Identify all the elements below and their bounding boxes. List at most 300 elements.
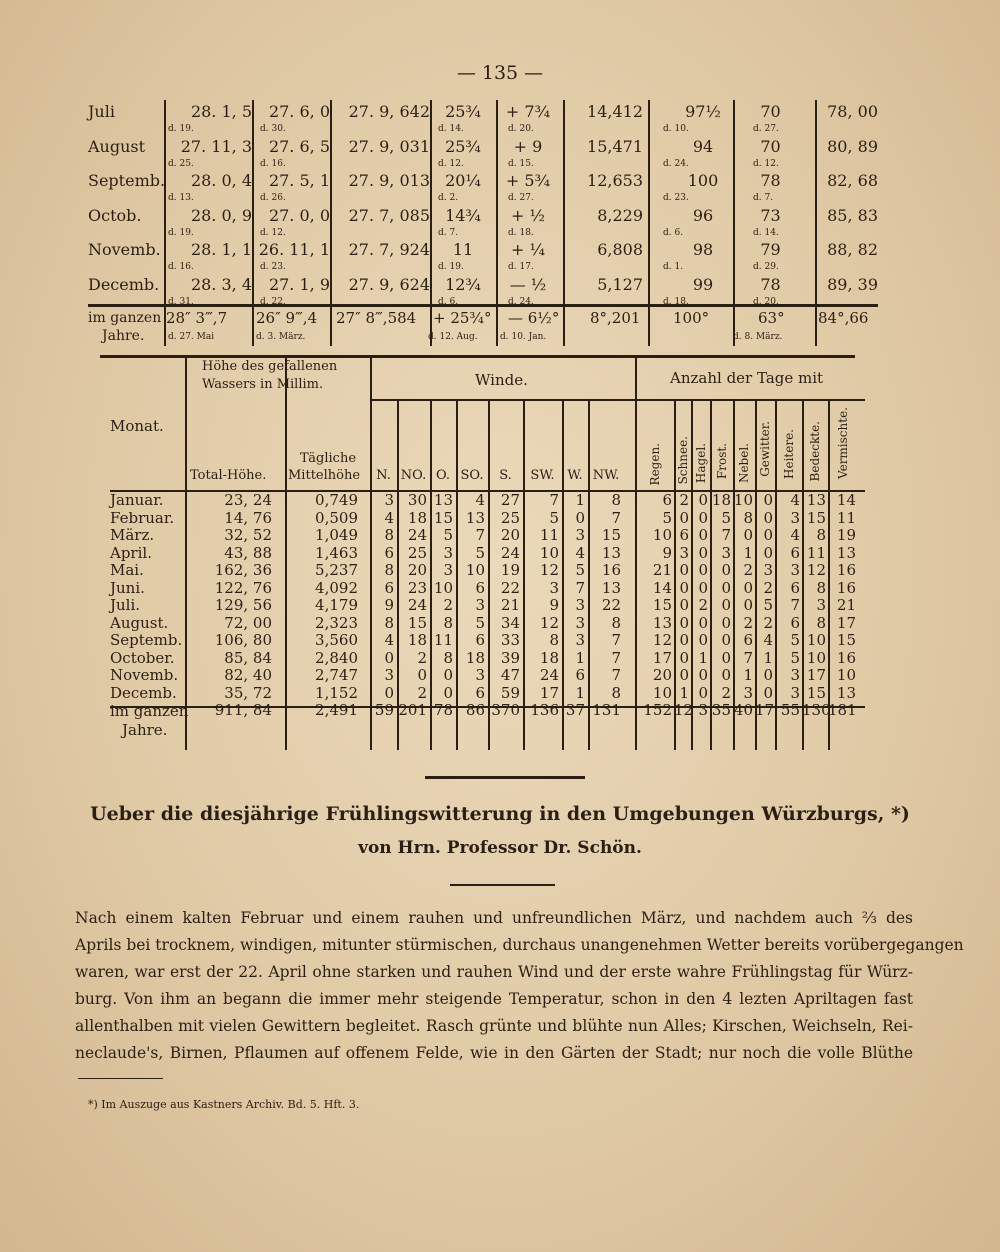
cell-wind: 25 — [500, 508, 520, 527]
month-label: Juni. — [110, 578, 145, 597]
cell-day: 3 — [816, 596, 826, 614]
cell-sub_tmax: d. 7. — [438, 227, 459, 238]
cell-day: 3 — [698, 701, 708, 719]
article-title: Ueber die diesjährige Frühlingswitterung in den Umgebungen Würzburgs, *) — [90, 803, 910, 825]
cell-t_mean: 12,653 — [587, 171, 643, 190]
cell-day: 17 — [652, 648, 672, 667]
cell-day: 0 — [743, 596, 753, 614]
cell-day: 0 — [721, 596, 731, 614]
cell-wind: 3 — [443, 561, 453, 579]
cell-sub_tmin: d. 20. — [508, 124, 534, 134]
cell-p_max: 28. 0, 4 — [190, 171, 252, 190]
cell-p_max: 28. 1, 5 — [190, 102, 252, 121]
cell-day: 0 — [763, 683, 773, 702]
cell-wind: 6 — [384, 578, 394, 597]
cell-day: 0 — [698, 578, 708, 597]
cell-sub_hmin: d. 14. — [753, 227, 779, 238]
total-t_mean: 8°,201 — [590, 309, 641, 327]
header-wind-2: O. — [435, 468, 451, 483]
cell-day: 0 — [763, 508, 773, 527]
cell-wind: 3 — [575, 526, 585, 544]
cell-sub_pmax: d. 19. — [168, 124, 194, 134]
cell-day: 14 — [652, 578, 672, 597]
cell-wind: 8 — [384, 526, 394, 544]
cell-total: 85, 84 — [224, 648, 272, 667]
cell-t_mean: 5,127 — [597, 274, 643, 294]
cell-day: 0 — [698, 561, 708, 579]
cell-day: 3 — [790, 508, 800, 527]
cell-t_max: 20¼ — [445, 171, 481, 190]
cell-sub_tmax: d. 12. — [438, 158, 464, 169]
month-label: October. — [110, 648, 175, 667]
cell-day: 17 — [836, 613, 856, 632]
cell-day: 2 — [763, 578, 773, 597]
cell-sub_pmax: d. 31. — [168, 296, 194, 307]
cell-day: 5 — [662, 508, 672, 527]
cell-day: 2 — [679, 491, 689, 509]
cell-wind: 5 — [575, 561, 585, 579]
cell-day: 8 — [816, 578, 826, 597]
cell-day: 16 — [836, 648, 856, 667]
total-t_max: + 25¾° — [433, 309, 492, 327]
cell-day: 1 — [743, 543, 753, 562]
cell-daily: 1,049 — [315, 526, 358, 544]
separator-rule — [425, 776, 585, 779]
article-author: von Hrn. Professor Dr. Schön. — [358, 838, 642, 858]
cell-p_mean: 27. 9, 013 — [348, 171, 430, 190]
cell-day: 0 — [721, 561, 731, 579]
table-row — [88, 204, 878, 240]
cell-daily: 2,323 — [315, 613, 358, 632]
cell-month: Novemb. — [88, 240, 161, 259]
month-label: Juli. — [110, 596, 141, 614]
cell-day: 0 — [721, 631, 731, 649]
total-rule — [88, 304, 878, 307]
cell-day: 0 — [679, 578, 689, 597]
cell-daily: 5,237 — [315, 561, 358, 579]
cell-wind: 86 — [465, 701, 485, 719]
cell-hum_min: 78 — [760, 274, 781, 294]
cell-p_min: 27. 1, 9 — [268, 274, 330, 294]
cell-day: 6 — [679, 526, 689, 544]
cell-total: 72, 00 — [224, 613, 272, 632]
cell-t_min: + ½ — [511, 205, 545, 225]
header-wind-0: N. — [376, 468, 391, 483]
cell-day: 5 — [763, 596, 773, 614]
cell-wind: 8 — [443, 613, 453, 632]
cell-hum_min: 79 — [760, 240, 781, 259]
cell-wind: 136 — [530, 701, 559, 719]
cell-wind: 8 — [443, 648, 453, 667]
cell-day: 3 — [763, 561, 773, 579]
cell-total: 14, 76 — [224, 508, 272, 527]
cell-wind: 27 — [500, 491, 520, 509]
cell-day: 15 — [806, 508, 826, 527]
header-winds: Winde. — [475, 371, 528, 389]
cell-t_max: 25¾ — [445, 102, 481, 121]
cell-wind: 6 — [475, 683, 485, 702]
cell-wind: 21 — [500, 596, 520, 614]
cell-t_min: + 7¾ — [505, 102, 551, 121]
cell-hum_min: 78 — [760, 171, 781, 190]
cell-wind: 34 — [500, 613, 520, 632]
cell-day: 5 — [790, 648, 800, 667]
cell-wind: 17 — [539, 683, 559, 702]
cell-sub_tmin: d. 18. — [508, 227, 534, 238]
cell-day: 0 — [698, 491, 708, 509]
cell-hum_min: 70 — [760, 102, 781, 121]
cell-wind: 2 — [417, 683, 427, 702]
cell-hum_mean: 85, 83 — [827, 205, 878, 225]
body-line: burg. Von ihm an begann die immer mehr steigende Temperatur, schon in den 4 lezten Apriltagen fast — [75, 990, 913, 1008]
month-label: März. — [110, 526, 155, 544]
cell-daily: 0,749 — [315, 491, 358, 509]
cell-t_min: + 9 — [513, 136, 543, 156]
cell-wind: 9 — [549, 596, 559, 614]
header-wind-5: SW. — [530, 468, 555, 483]
month-label: August. — [110, 613, 169, 632]
header-wind-6: W. — [567, 468, 583, 483]
cell-day: 14 — [836, 491, 856, 509]
cell-month: Decemb. — [88, 274, 160, 294]
cell-sub_pmin: d. 16. — [260, 158, 286, 169]
cell-month: Septemb. — [88, 171, 166, 190]
cell-wind: 2 — [417, 648, 427, 667]
cell-sub_hmin: d. 29. — [753, 262, 779, 272]
cell-day: 10 — [652, 683, 672, 702]
body-line: neclaude's, Birnen, Pflaumen auf offenem Felde, wie in den Gärten der Stadt; nur noch die volle Blüthe — [75, 1044, 913, 1062]
cell-day: 0 — [679, 508, 689, 527]
column-rule — [563, 100, 565, 346]
cell-daily: 1,152 — [315, 683, 358, 702]
cell-sub_hmax: d. 1. — [663, 262, 684, 272]
cell-p_min: 27. 6, 0 — [268, 102, 330, 121]
cell-sub_tmax: d. 14. — [438, 124, 464, 134]
cell-day: 0 — [679, 648, 689, 667]
cell-day: 17 — [755, 701, 775, 719]
cell-day: 4 — [763, 631, 773, 649]
total-label-2: Jahre. — [122, 721, 168, 739]
cell-day: 1 — [763, 648, 773, 667]
header-daily-2: Mittelhöhe — [288, 468, 361, 483]
cell-day: 3 — [679, 543, 689, 562]
cell-p_min: 26. 11, 1 — [258, 240, 330, 259]
header-daily-1: Tägliche — [300, 451, 357, 466]
cell-wind: 4 — [384, 631, 394, 649]
cell-wind: 4 — [575, 543, 585, 562]
cell-daily: 2,840 — [315, 648, 358, 667]
cell-hum_mean: 78, 00 — [827, 102, 878, 121]
cell-wind: 24 — [500, 543, 520, 562]
cell-hum_max: 97½ — [685, 102, 721, 121]
title-rule — [450, 884, 555, 886]
cell-day: 8 — [816, 613, 826, 632]
cell-p_mean: 27. 9, 624 — [348, 274, 430, 294]
cell-day: 5 — [790, 631, 800, 649]
body-line: Aprils bei trocknem, windigen, mitunter stürmischen, durchaus unangenehmen Wetter bereits vorübergegangen — [75, 936, 964, 954]
cell-day: 16 — [836, 578, 856, 597]
cell-day: 4 — [790, 526, 800, 544]
cell-day: 2 — [763, 613, 773, 632]
body-line: waren, war erst der 22. April ohne starken und rauhen Wind und der erste wahre Frühlingstag für Würz- — [75, 963, 913, 981]
cell-wind: 5 — [549, 508, 559, 527]
cell-day: 55 — [780, 701, 800, 719]
table-total-row — [88, 308, 878, 348]
bottom-table — [110, 355, 865, 750]
cell-day: 0 — [743, 526, 753, 544]
cell-wind: 3 — [575, 631, 585, 649]
cell-wind: 30 — [407, 491, 427, 509]
cell-total: 911, 84 — [214, 701, 272, 719]
table-row — [88, 169, 878, 205]
cell-day: 7 — [790, 596, 800, 614]
cell-month: Octob. — [88, 205, 142, 225]
cell-wind: 18 — [407, 508, 427, 527]
cell-wind: 7 — [611, 631, 621, 649]
cell-day: 16 — [836, 561, 856, 579]
total-hum_min: 63° — [758, 309, 785, 327]
cell-day: 15 — [836, 631, 856, 649]
cell-day: 3 — [790, 561, 800, 579]
cell-wind: 78 — [433, 701, 453, 719]
cell-day: 0 — [721, 578, 731, 597]
cell-wind: 39 — [500, 648, 520, 667]
cell-day: 1 — [698, 648, 708, 667]
cell-day: 20 — [652, 666, 672, 684]
cell-day: 10 — [806, 631, 826, 649]
cell-day: 0 — [698, 613, 708, 632]
cell-sub_pmax: d. 25. — [168, 158, 194, 169]
cell-day: 0 — [698, 526, 708, 544]
cell-wind: 15 — [407, 613, 427, 632]
cell-sub_tmin: d. 27. — [508, 193, 534, 203]
cell-wind: 3 — [475, 596, 485, 614]
total-label-2: Jahre. — [102, 328, 145, 344]
month-label: Novemb. — [110, 666, 179, 684]
cell-sub_pmax: d. 16. — [168, 262, 194, 272]
cell-wind: 10 — [465, 561, 485, 579]
cell-day: 0 — [698, 543, 708, 562]
cell-wind: 0 — [443, 683, 453, 702]
cell-sub_tmin: d. 17. — [508, 262, 534, 272]
cell-wind: 18 — [539, 648, 559, 667]
cell-wind: 25 — [407, 543, 427, 562]
cell-sub_pmax: d. 13. — [168, 193, 194, 203]
cell-sub_tmax: d. 19. — [438, 262, 464, 272]
cell-day: 10 — [836, 666, 856, 684]
cell-p_mean: 27. 7, 924 — [348, 240, 430, 259]
cell-p_max: 28. 0, 9 — [190, 205, 252, 225]
cell-total: 23, 24 — [224, 491, 272, 509]
cell-day: 3 — [790, 683, 800, 702]
cell-wind: 8 — [549, 631, 559, 649]
cell-wind: 1 — [575, 683, 585, 702]
cell-day: 0 — [679, 613, 689, 632]
cell-day: 12 — [806, 561, 826, 579]
cell-total: 82, 40 — [224, 666, 272, 684]
cell-p_max: 27. 11, 3 — [180, 136, 252, 156]
column-rule — [252, 100, 254, 346]
cell-day: 18 — [711, 491, 731, 509]
cell-wind: 13 — [433, 491, 453, 509]
cell-hum_min: 70 — [760, 136, 781, 156]
cell-wind: 12 — [539, 613, 559, 632]
month-label: Februar. — [110, 508, 175, 527]
table-row — [88, 100, 878, 136]
cell-sub_hmin: d. 12. — [753, 158, 779, 169]
cell-sub_hmax: d. 6. — [663, 227, 684, 238]
cell-wind: 24 — [407, 526, 427, 544]
cell-wind: 5 — [475, 613, 485, 632]
cell-t_max: 11 — [452, 240, 474, 259]
cell-daily: 4,092 — [315, 578, 358, 597]
column-rule — [185, 355, 187, 750]
header-wind-3: SO. — [460, 468, 484, 483]
cell-day: 0 — [721, 613, 731, 632]
cell-day: 1 — [679, 683, 689, 702]
cell-day: 7 — [743, 648, 753, 667]
total-p_min: 26″ 9‴,4 — [256, 309, 318, 327]
cell-p_min: 27. 0, 0 — [268, 205, 330, 225]
cell-hum_max: 94 — [692, 136, 714, 156]
cell-wind: 8 — [611, 683, 621, 702]
header-day-2: Hagel. — [693, 443, 708, 484]
cell-t_min: — ½ — [509, 274, 547, 294]
footnote-rule — [78, 1078, 163, 1079]
cell-day: 0 — [763, 543, 773, 562]
cell-day: 0 — [763, 666, 773, 684]
cell-wind: 23 — [407, 578, 427, 597]
month-label: April. — [110, 543, 152, 562]
month-label: Decemb. — [110, 683, 177, 702]
cell-p_min: 27. 5, 1 — [268, 171, 330, 190]
total-sub_tmin: d. 10. Jan. — [500, 332, 547, 342]
cell-wind: 7 — [611, 666, 621, 684]
cell-day: 6 — [790, 578, 800, 597]
cell-day: 8 — [816, 526, 826, 544]
cell-total: 162, 36 — [214, 561, 272, 579]
cell-sub_tmin: d. 24. — [508, 296, 534, 307]
cell-wind: 33 — [500, 631, 520, 649]
cell-wind: 201 — [398, 701, 427, 719]
cell-day: 13 — [806, 491, 826, 509]
body-line: allenthalben mit vielen Gewittern begleitet. Rasch grünte und blühte nun Alles; Kirschen, Weichseln, Rei- — [75, 1017, 913, 1035]
cell-wind: 7 — [475, 526, 485, 544]
cell-day: 0 — [679, 561, 689, 579]
cell-wind: 10 — [539, 543, 559, 562]
cell-sub_hmin: d. 27. — [753, 124, 779, 134]
cell-day: 2 — [743, 561, 753, 579]
total-p_max: 28″ 3‴,7 — [166, 309, 228, 327]
cell-wind: 3 — [575, 613, 585, 632]
cell-day: 0 — [698, 666, 708, 684]
cell-wind: 3 — [384, 666, 394, 684]
cell-t_max: 12¾ — [445, 274, 481, 294]
winds-header-rule — [370, 399, 865, 401]
cell-wind: 1 — [575, 491, 585, 509]
cell-wind: 2 — [443, 596, 453, 614]
table-row — [88, 238, 878, 274]
cell-wind: 24 — [407, 596, 427, 614]
cell-day: 0 — [698, 508, 708, 527]
cell-wind: 11 — [539, 526, 559, 544]
cell-wind: 0 — [384, 648, 394, 667]
cell-sub_pmin: d. 23. — [260, 262, 286, 272]
cell-wind: 22 — [601, 596, 621, 614]
cell-day: 12 — [652, 631, 672, 649]
cell-wind: 6 — [475, 578, 485, 597]
cell-day: 2 — [743, 613, 753, 632]
column-rule — [164, 100, 166, 346]
header-wind-7: NW. — [592, 468, 620, 483]
article-body — [75, 905, 964, 1067]
header-day-4: Nebel. — [737, 443, 751, 484]
cell-sub_hmax: d. 24. — [663, 158, 689, 169]
cell-wind: 13 — [465, 508, 485, 527]
cell-sub_tmin: d. 15. — [508, 158, 534, 169]
cell-day: 13 — [652, 613, 672, 632]
cell-wind: 6 — [384, 543, 394, 562]
cell-sub_hmin: d. 7. — [753, 193, 774, 203]
cell-wind: 20 — [500, 526, 520, 544]
cell-day: 13 — [836, 683, 856, 702]
cell-wind: 37 — [565, 701, 585, 719]
cell-month: Juli — [88, 102, 115, 121]
cell-total: 106, 80 — [214, 631, 272, 649]
cell-day: 6 — [743, 631, 753, 649]
cell-wind: 7 — [611, 508, 621, 527]
cell-wind: 8 — [384, 613, 394, 632]
cell-t_min: + 5¾ — [505, 171, 551, 190]
cell-wind: 4 — [475, 491, 485, 509]
total-label-1: im ganzen — [110, 702, 189, 720]
cell-total: 43, 88 — [224, 543, 272, 562]
header-day-7: Bedeckte. — [808, 421, 822, 482]
cell-wind: 8 — [611, 613, 621, 632]
cell-day: 15 — [806, 683, 826, 702]
cell-wind: 6 — [575, 666, 585, 684]
cell-day: 0 — [743, 578, 753, 597]
cell-hum_min: 73 — [760, 205, 781, 225]
cell-sub_tmax: d. 6. — [438, 296, 459, 307]
cell-wind: 18 — [407, 631, 427, 649]
header-day-0: Regen. — [647, 443, 662, 486]
cell-t_mean: 8,229 — [597, 205, 643, 225]
header-wind-4: S. — [499, 468, 512, 483]
cell-wind: 0 — [384, 683, 394, 702]
cell-day: 0 — [763, 491, 773, 509]
cell-daily: 3,560 — [315, 631, 358, 649]
column-rule — [285, 355, 287, 750]
cell-wind: 0 — [575, 508, 585, 527]
cell-wind: 24 — [539, 666, 559, 684]
cell-wind: 47 — [500, 666, 520, 684]
header-day-3: Frost. — [714, 443, 729, 480]
cell-wind: 8 — [384, 561, 394, 579]
cell-day: 130 — [802, 701, 831, 719]
total-hum_max: 100° — [673, 309, 710, 327]
cell-day: 152 — [643, 701, 672, 719]
body-line: Nach einem kalten Februar und einem rauhen und unfreundlichen März, und nachdem auch ⅔ des — [75, 909, 913, 927]
cell-wind: 3 — [475, 666, 485, 684]
cell-wind: 10 — [433, 578, 453, 597]
column-rule — [430, 100, 432, 346]
cell-wind: 5 — [443, 526, 453, 544]
cell-day: 3 — [790, 666, 800, 684]
cell-day: 9 — [662, 543, 672, 562]
cell-p_mean: 27. 9, 031 — [348, 136, 430, 156]
cell-total: 129, 56 — [214, 596, 272, 614]
